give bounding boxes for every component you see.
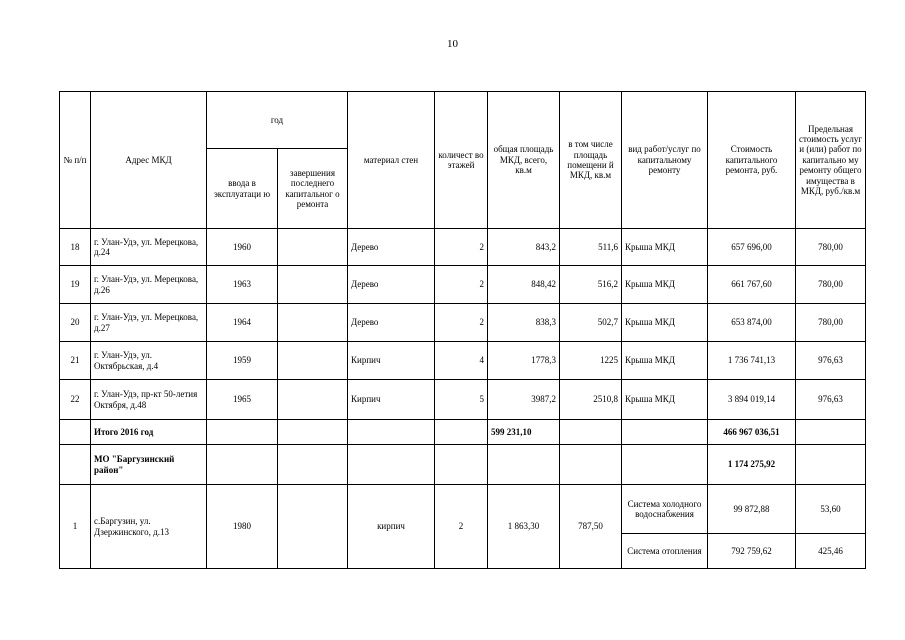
row-last-repair [278, 342, 348, 380]
row-material: Кирпич [348, 342, 435, 380]
district-label: МО "Баргузинский район" [91, 445, 207, 485]
row-address: г. Улан-Удэ, пр-кт 50-летия Октября, д.48 [91, 380, 207, 420]
row-work: Система отопления [622, 534, 708, 569]
row-premises: 502,7 [560, 304, 622, 342]
row-num: 22 [60, 380, 91, 420]
header-year-last-repair: завершения последнего капитальног о ремонта [278, 149, 348, 229]
header-floors: количест во этажей [435, 92, 488, 229]
row-floors: 5 [435, 380, 488, 420]
row-floors: 4 [435, 342, 488, 380]
row-address: г. Улан-Удэ, ул. Мерецкова, д.24 [91, 229, 207, 266]
row-cost: 1 736 741,13 [708, 342, 796, 380]
row-area: 3987,2 [488, 380, 560, 420]
row-work: Система холодного водоснабжения [622, 485, 708, 534]
row-floors: 2 [435, 229, 488, 266]
row-max-cost: 53,60 [796, 485, 866, 534]
table-row [60, 266, 866, 304]
header-work-type: вид работ/услуг по капитальному ремонту [622, 92, 708, 229]
row-num: 18 [60, 229, 91, 266]
row-area: 1778,3 [488, 342, 560, 380]
row-cost: 792 759,62 [708, 534, 796, 569]
row-max-cost: 780,00 [796, 266, 866, 304]
row-year: 1964 [207, 304, 278, 342]
row-premises: 511,6 [560, 229, 622, 266]
row-address: с.Баргузин, ул. Дзержинского, д.13 [91, 485, 207, 569]
header-year-commission: ввода в эксплуатаци ю [207, 149, 278, 229]
row-work: Крыша МКД [622, 229, 708, 266]
total-row [60, 420, 866, 445]
row-last-repair [278, 229, 348, 266]
row-cost: 657 696,00 [708, 229, 796, 266]
row-premises: 516,2 [560, 266, 622, 304]
header-max-cost: Предельная стоимость услуг и (или) работ по капитально му ремонту общего имущества в МКД, руб./кв.м [796, 92, 866, 229]
row-cost: 653 874,00 [708, 304, 796, 342]
row-material: Дерево [348, 266, 435, 304]
row-last-repair [278, 304, 348, 342]
row-last-repair [278, 485, 348, 569]
row-area: 1 863,30 [488, 485, 560, 569]
header-year: год [207, 92, 348, 149]
row-max-cost: 780,00 [796, 304, 866, 342]
row-floors: 2 [435, 304, 488, 342]
total-label: Итого 2016 год [91, 420, 207, 445]
row-premises: 1225 [560, 342, 622, 380]
row-floors: 2 [435, 485, 488, 569]
row-work: Крыша МКД [622, 380, 708, 420]
row-area: 848,42 [488, 266, 560, 304]
row-year: 1963 [207, 266, 278, 304]
row-max-cost: 976,63 [796, 380, 866, 420]
row-premises: 787,50 [560, 485, 622, 569]
district-cost: 1 174 275,92 [708, 445, 796, 485]
header-num: № п/п [60, 92, 91, 229]
capital-repair-table [59, 91, 866, 569]
district-row [60, 445, 866, 485]
row-num: 19 [60, 266, 91, 304]
row-work: Крыша МКД [622, 342, 708, 380]
row-cost: 661 767,60 [708, 266, 796, 304]
row-max-cost: 976,63 [796, 342, 866, 380]
row-num: 1 [60, 485, 91, 569]
row-area: 843,2 [488, 229, 560, 266]
table-row [60, 304, 866, 342]
header-wall-material: материал стен [348, 92, 435, 229]
row-material: Дерево [348, 229, 435, 266]
row-year: 1959 [207, 342, 278, 380]
row-work: Крыша МКД [622, 304, 708, 342]
row-floors: 2 [435, 266, 488, 304]
row-address: г. Улан-Удэ, ул. Мерецкова, д.27 [91, 304, 207, 342]
page-number: 10 [447, 38, 458, 50]
row-max-cost: 425,46 [796, 534, 866, 569]
row-max-cost: 780,00 [796, 229, 866, 266]
row-material: Дерево [348, 304, 435, 342]
row-work: Крыша МКД [622, 266, 708, 304]
row-premises: 2510,8 [560, 380, 622, 420]
row-num: 21 [60, 342, 91, 380]
header-premises-area: в том числе площадь помещени й МКД, кв.м [560, 92, 622, 229]
row-material: Кирпич [348, 380, 435, 420]
header-address: Адрес МКД [91, 92, 207, 229]
table-row [60, 485, 866, 534]
total-cost: 466 967 036,51 [708, 420, 796, 445]
table-row [60, 229, 866, 266]
row-address: г. Улан-Удэ, ул. Мерецкова, д.26 [91, 266, 207, 304]
row-year: 1965 [207, 380, 278, 420]
row-cost: 3 894 019,14 [708, 380, 796, 420]
row-cost: 99 872,88 [708, 485, 796, 534]
table-row [60, 380, 866, 420]
total-area: 599 231,10 [488, 420, 560, 445]
row-year: 1980 [207, 485, 278, 569]
row-material: кирпич [348, 485, 435, 569]
row-num: 20 [60, 304, 91, 342]
row-address: г. Улан-Удэ, ул. Октябрьская, д.4 [91, 342, 207, 380]
header-cost: Стоимость капитального ремонта, руб. [708, 92, 796, 229]
table-row [60, 342, 866, 380]
row-area: 838,3 [488, 304, 560, 342]
row-last-repair [278, 380, 348, 420]
header-total-area: общая площадь МКД, всего, кв.м [488, 92, 560, 229]
row-year: 1960 [207, 229, 278, 266]
row-last-repair [278, 266, 348, 304]
